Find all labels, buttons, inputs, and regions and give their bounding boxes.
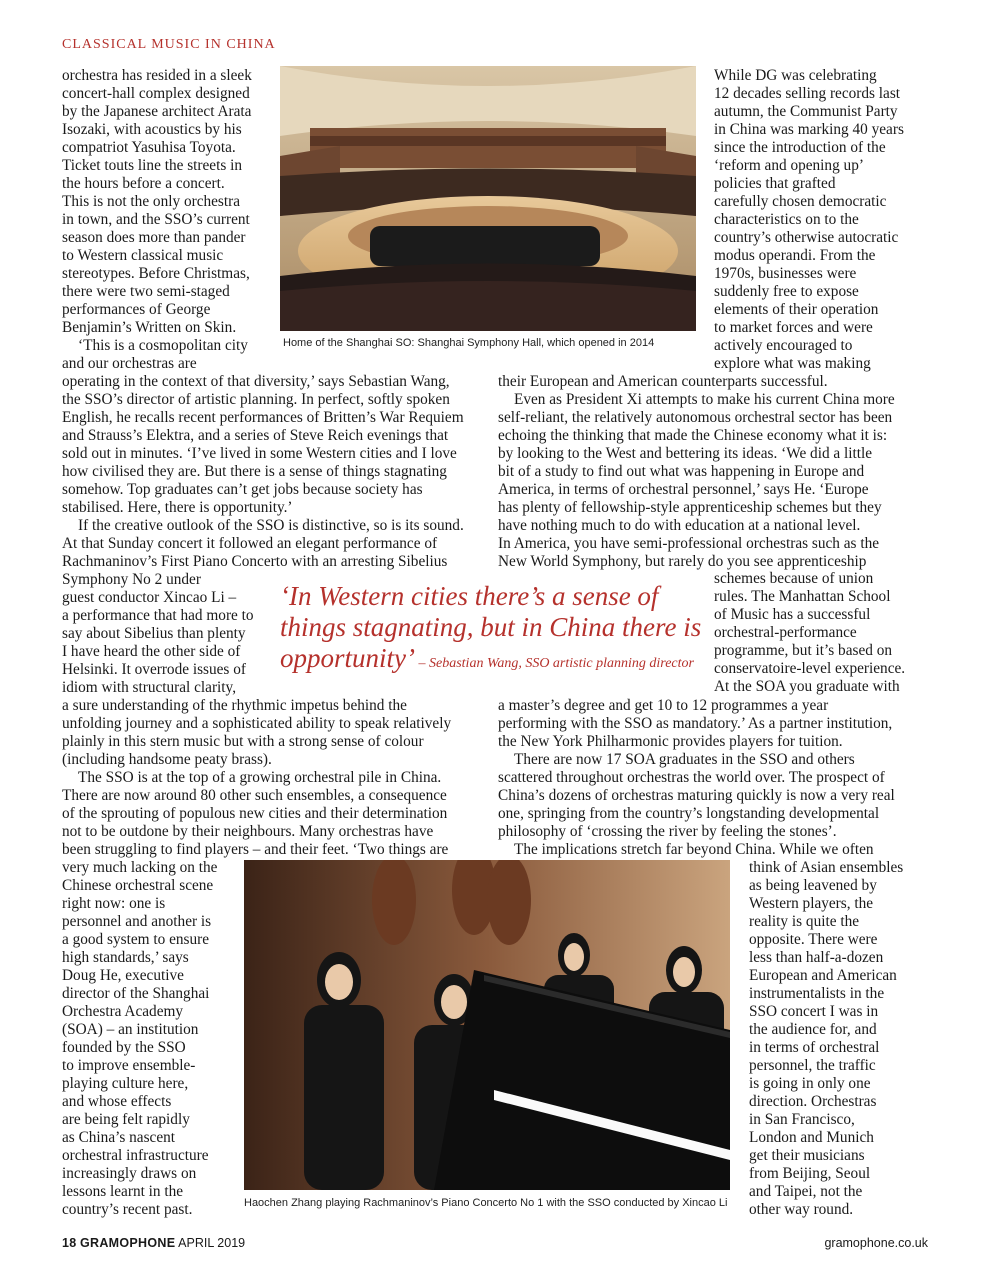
col-left-quote-side [62,589,254,697]
text-line: the audience for, and [749,1021,877,1038]
text-line: rules. The Manhattan School [714,588,891,605]
text-line: as China’s nascent [62,1129,176,1146]
text-line: compatriot Yasuhisa Toyota. [62,139,236,156]
text-line: very much lacking on the [62,859,218,876]
text-line: actively encouraged to [714,337,853,354]
page-number: 18 [62,1236,77,1250]
text-line: as being leavened by [749,877,877,894]
photo2-caption: Haochen Zhang playing Rachmaninov’s Piano Concerto No 1 with the SSO conducted by Xincao Li [244,1197,728,1209]
text-line: 1970s, businesses were [714,265,857,282]
text-line: Doug He, executive [62,967,184,984]
text-line: reality is quite the [749,913,860,930]
text-line: right now: one is [62,895,166,912]
text-line: personnel and another is [62,913,212,930]
text-line: to market forces and were [714,319,873,336]
text-line: increasingly draws on [62,1165,197,1182]
text-line: America, in terms of orchestral personnel,’ says He. ‘Europe [498,481,869,498]
text-line: stereotypes. Before Christmas, [62,265,250,282]
text-line: playing culture here, [62,1075,189,1092]
text-line: Symphony No 2 under [62,571,201,588]
text-line: modus operandi. From the [714,247,876,264]
text-line: scattered throughout orchestras the world over. The prospect of [498,769,885,786]
text-line: orchestra has resided in a sleek [62,67,252,84]
text-line: orchestral-performance [714,624,857,641]
text-line: and our orchestras are [62,355,197,372]
issue-date: APRIL 2019 [178,1236,246,1250]
text-line: direction. Orchestras [749,1093,877,1110]
text-line: Benjamin’s Written on Skin. [62,319,237,336]
text-line: operating in the context of that diversity,’ says Sebastian Wang, [62,373,450,390]
text-line: is going in only one [749,1075,871,1092]
text-line: Orchestra Academy [62,1003,184,1020]
text-line: China’s dozens of orchestras maturing quickly is now a very real [498,787,895,804]
text-line: and Taipei, not the [749,1183,863,1200]
col-right-top [714,67,904,373]
text-line: policies that grafted [714,175,836,192]
text-line: less than half-a-dozen [749,949,884,966]
text-line: Western players, the [749,895,874,912]
text-line: autumn, the Communist Party [714,103,898,120]
text-line: director of the Shanghai [62,985,210,1002]
text-line: concert-hall complex designed [62,85,250,102]
text-line: are being felt rapidly [62,1111,190,1128]
col-left-mid [62,373,464,589]
text-line: the hours before a concert. [62,175,225,192]
text-line: The implications stretch far beyond China. While we often [514,841,874,858]
text-line: the New York Philharmonic provides players for tuition. [498,733,843,750]
text-line: characteristics on to the [714,211,859,228]
text-line: and Strauss’s Elektra, and a series of Steve Reich evenings that [62,427,449,444]
col-right-lower [498,697,895,859]
text-line: explore what was making [714,355,871,372]
text-line: lessons learnt in the [62,1183,184,1200]
text-line: have nothing much to do with education at a national level. [498,517,861,534]
text-line: There are now around 80 other such ensembles, a consequence [62,787,447,804]
text-line: echoing the thinking that made the Chinese economy what it is: [498,427,888,444]
col-left-top [62,67,252,373]
text-line: other way round. [749,1201,854,1218]
text-line: a performance that had more to [62,607,254,624]
text-line: to Western classical music [62,247,224,264]
text-line: since the introduction of the [714,139,886,156]
text-line: programme, but it’s based on [714,642,893,659]
text-line: Chinese orchestral scene [62,877,214,894]
text-line: conservatoire-level experience. [714,660,906,677]
text-line: performances of George [62,301,211,318]
text-line: Helsinki. It overrode issues of [62,661,246,678]
magazine-name: GRAMOPHONE [80,1236,176,1250]
text-line: country’s recent past. [62,1201,193,1218]
pull-quote-line: ‘In Western cities there’s a sense of [280,581,659,611]
text-line: English, he recalls recent performances of Britten’s War Requiem [62,409,464,426]
text-line: of the sprouting of populous new cities and their determination [62,805,448,822]
text-line: SSO concert I was in [749,1003,879,1020]
text-line: season does more than pander [62,229,246,246]
col-left-bottom [62,859,217,1219]
text-line: there were two semi-staged [62,283,230,300]
text-line: guest conductor Xincao Li – [62,589,237,606]
text-line: to improve ensemble- [62,1057,196,1074]
text-line: I have heard the other side of [62,643,241,660]
col-left-lower [62,697,451,859]
text-line: There are now 17 SOA graduates in the SSO and others [514,751,855,768]
text-line: high standards,’ says [62,949,189,966]
text-line: from Beijing, Seoul [749,1165,871,1182]
text-line: This is not the only orchestra [62,193,241,210]
text-line: Rachmaninov’s First Piano Concerto with an arresting Sibelius [62,553,448,570]
text-line: carefully chosen democratic [714,193,887,210]
text-line: country’s otherwise autocratic [714,229,899,246]
text-line: stabilised. Here, there is opportunity.’ [62,499,293,516]
piano-concerto-photo [244,860,730,1190]
text-line: in San Francisco, [749,1111,855,1128]
text-line: sold out in minutes. ‘I’ve lived in some Western cities and I love [62,445,457,462]
text-line: At the SOA you graduate with [714,678,900,695]
pull-quote-line: things stagnating, but in China there is [280,612,702,642]
text-line: (including handsome peaty brass). [62,751,272,768]
col-right-quote-side [714,570,905,696]
text-line: not to be outdone by their neighbours. Many orchestras have [62,823,434,840]
text-line: Even as President Xi attempts to make his current China more [514,391,895,408]
text-line: performing with the SSO as mandatory.’ As a partner institution, [498,715,893,732]
text-line: say about Sibelius than plenty [62,625,246,642]
text-line: of Music has a successful [714,606,871,623]
text-line: elements of their operation [714,301,879,318]
text-line: in terms of orchestral [749,1039,880,1056]
text-line: Ticket touts line the streets in [62,157,243,174]
text-line: think of Asian ensembles [749,859,904,876]
pull-quote [280,581,710,679]
text-line: idiom with structural clarity, [62,679,237,696]
text-line: In America, you have semi-professional orchestras such as the [498,535,880,552]
text-line: At that Sunday concert it followed an elegant performance of [62,535,438,552]
text-line: New World Symphony, but rarely do you see apprenticeship [498,553,867,570]
text-line: their European and American counterparts successful. [498,373,828,390]
text-line: by the Japanese architect Arata [62,103,252,120]
text-line: 12 decades selling records last [714,85,901,102]
text-line: the SSO’s director of artistic planning. In perfect, softly spoken [62,391,450,408]
pull-quote-line-last [280,643,710,679]
text-line: get their musicians [749,1147,865,1164]
pull-quote-attribution: – Sebastian Wang, SSO artistic planning director [415,656,694,671]
text-line: ‘reform and opening up’ [714,157,864,174]
footer-website[interactable]: gramophone.co.uk [824,1236,928,1250]
text-line: If the creative outlook of the SSO is distinctive, so is its sound. [78,517,464,534]
text-line: has plenty of fellowship-style apprenticeship schemes but they [498,499,882,516]
photo1-caption: Home of the Shanghai SO: Shanghai Symphony Hall, which opened in 2014 [283,337,655,349]
section-title: CLASSICAL MUSIC IN CHINA [62,37,276,52]
text-line: schemes because of union [714,570,874,587]
col-right-bottom [749,859,903,1219]
concert-hall-image [280,66,696,331]
text-line: a master’s degree and get 10 to 12 programmes a year [498,697,829,714]
text-line: ‘This is a cosmopolitan city [78,337,248,354]
text-line: personnel, the traffic [749,1057,876,1074]
concert-hall-photo [280,66,696,331]
text-line: in town, and the SSO’s current [62,211,250,228]
text-line: and whose effects [62,1093,172,1110]
text-line: suddenly free to expose [714,283,859,300]
footer-left [62,1236,245,1250]
text-line: opposite. There were [749,931,878,948]
piano-concerto-image [244,860,730,1190]
text-line: self-reliant, the relatively autonomous orchestral sector has been [498,409,893,426]
pull-quote-line: opportunity’ [280,643,415,673]
text-line: been struggling to find players – and their feet. ‘Two things are [62,841,449,858]
text-line: a good system to ensure [62,931,209,948]
text-line: founded by the SSO [62,1039,186,1056]
text-line: philosophy of ‘crossing the river by feeling the stones’. [498,823,837,840]
text-line: While DG was celebrating [714,67,877,84]
text-line: (SOA) – an institution [62,1021,199,1038]
text-line: The SSO is at the top of a growing orchestral pile in China. [78,769,442,786]
text-line: a sure understanding of the rhythmic impetus behind the [62,697,407,714]
text-line: plainly in this stern music but with a strong sense of colour [62,733,424,750]
text-line: orchestral infrastructure [62,1147,209,1164]
text-line: Isozaki, with acoustics by his [62,121,242,138]
text-line: bit of a study to find out what was happening in Europe and [498,463,865,480]
text-line: somehow. Top graduates can’t get jobs because society has [62,481,423,498]
text-line: instrumentalists in the [749,985,885,1002]
col-right-mid [498,373,895,571]
text-line: by looking to the West and bettering its ideas. ‘We did a little [498,445,873,462]
text-line: one, springing from the country’s longstanding developmental [498,805,880,822]
text-line: unfolding journey and a sophisticated ability to speak relatively [62,715,452,732]
text-line: how civilised they are. But there is a sense of things stagnating [62,463,447,480]
text-line: in China was marking 40 years [714,121,904,138]
text-line: European and American [749,967,897,984]
text-line: London and Munich [749,1129,874,1146]
